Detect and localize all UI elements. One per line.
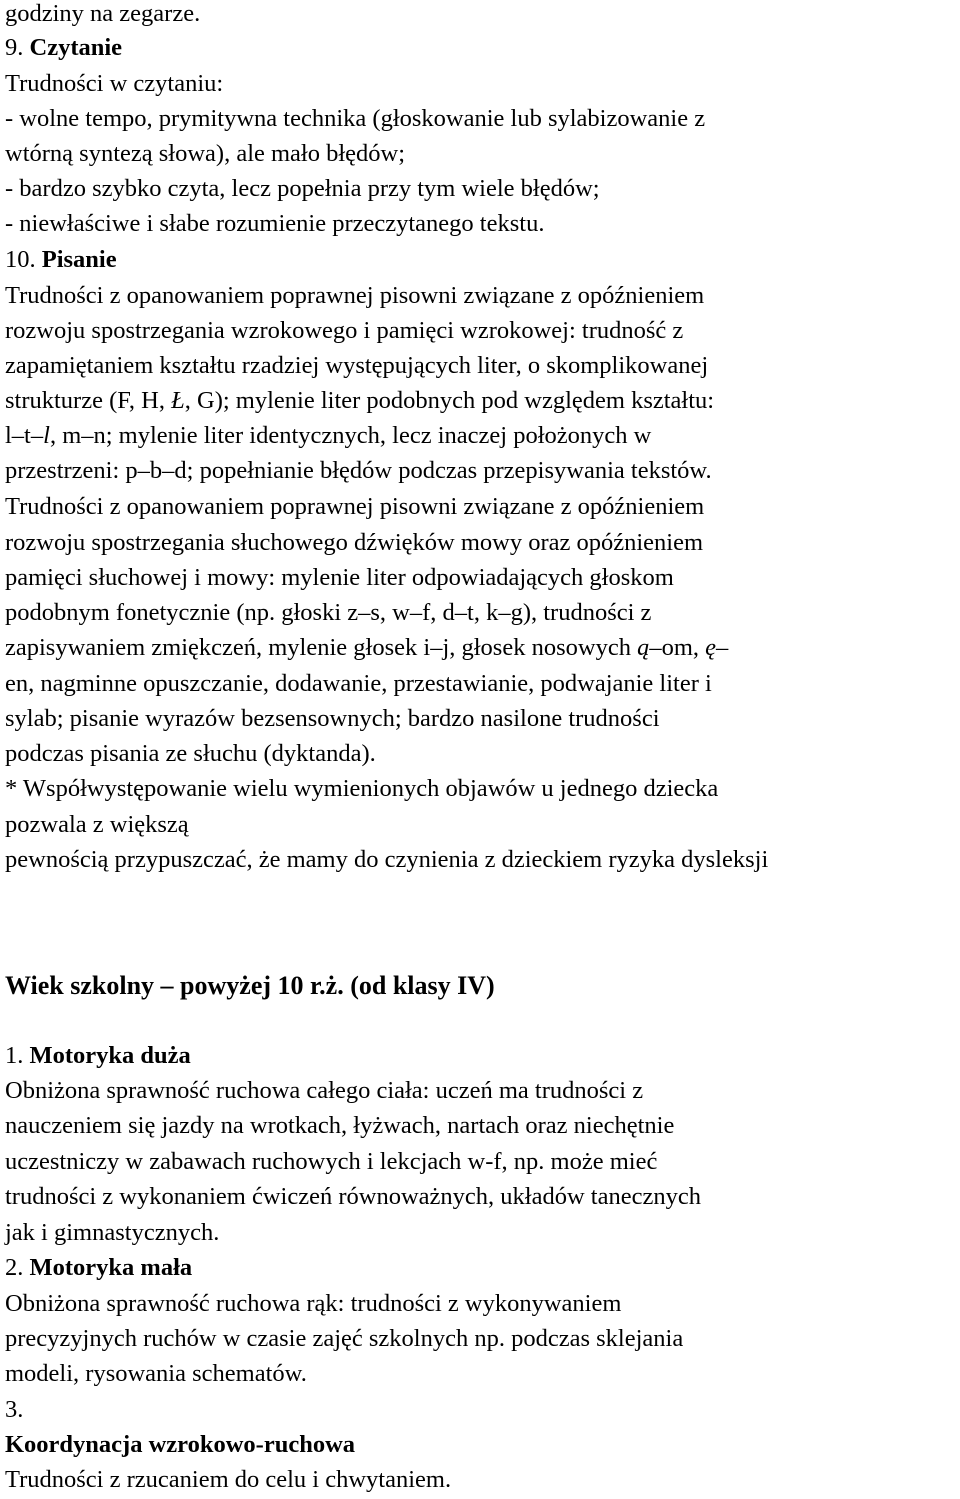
section-title: Koordynacja wzrokowo-ruchowa <box>5 1431 356 1458</box>
text-run: zapisywaniem zmiękczeń, mylenie głosek i–j, głosek nosowych <box>5 634 638 661</box>
text-line: Trudności z opanowaniem poprawnej pisowni związane z opóźnieniem <box>5 282 705 309</box>
section-10-heading <box>5 246 117 274</box>
section-title: Motoryka duża <box>29 1042 191 1069</box>
section-title: Pisanie <box>41 246 117 273</box>
subsection-2-heading <box>5 1254 192 1282</box>
text-line: uczestniczy w zabawach ruchowych i lekcjach w-f, np. może mieć <box>5 1148 658 1175</box>
text-line: jak i gimnastycznych. <box>5 1219 220 1246</box>
text-line <box>5 422 651 450</box>
text-line: wtórną syntezą słowa), ale mało błędów; <box>5 140 406 167</box>
text-line: podczas pisania ze słuchu (dyktanda). <box>5 740 376 767</box>
text-line: trudności z wykonaniem ćwiczeń równoważnych, układów tanecznych <box>5 1183 701 1210</box>
text-line: modeli, rysowania schematów. <box>5 1360 307 1387</box>
text-line <box>5 634 728 662</box>
text-line: - bardzo szybko czyta, lecz popełnia przy tym wiele błędów; <box>5 175 600 202</box>
text-line: Trudności w czytaniu: <box>5 70 224 97</box>
text-line: przestrzeni: p–b–d; popełnianie błędów podczas przepisywania tekstów. <box>5 457 712 484</box>
text-line: - wolne tempo, prymitywna technika (głoskowanie lub sylabizowanie z <box>5 105 706 132</box>
subsection-1-heading <box>5 1042 191 1070</box>
text-run: , G); mylenie liter podobnych pod względem kształtu: <box>184 387 715 414</box>
text-line: nauczeniem się jazdy na wrotkach, łyżwach, nartach oraz niechętnie <box>5 1112 675 1139</box>
text-line: zapamiętaniem kształtu rzadziej występujących liter, o skomplikowanej <box>5 352 709 379</box>
text-line: rozwoju spostrzegania wzrokowego i pamięci wzrokowej: trudność z <box>5 317 684 344</box>
text-line: pamięci słuchowej i mowy: mylenie liter odpowiadających głoskom <box>5 564 674 591</box>
section-number: 9. <box>5 34 30 61</box>
text-line: rozwoju spostrzegania słuchowego dźwięków mowy oraz opóźnieniem <box>5 529 704 556</box>
section-number: 2. <box>5 1254 30 1281</box>
text-line: - niewłaściwe i słabe rozumienie przeczytanego tekstu. <box>5 210 545 237</box>
text-line: sylab; pisanie wyrazów bezsensownych; bardzo nasilone trudności <box>5 705 660 732</box>
section-number: 1. <box>5 1042 30 1069</box>
section-title: Motoryka mała <box>29 1254 193 1281</box>
text-run: – <box>716 634 729 661</box>
italic-letter: ą <box>637 634 650 661</box>
section-number: 3. <box>5 1396 24 1423</box>
text-line: precyzyjnych ruchów w czasie zajęć szkolnych np. podczas sklejania <box>5 1325 684 1352</box>
text-line: Trudności z opanowaniem poprawnej pisowni związane z opóźnieniem <box>5 493 705 520</box>
text-line: * Współwystępowanie wielu wymienionych objawów u jednego dziecka <box>5 775 719 802</box>
italic-letter: ę <box>705 634 717 661</box>
text-line: Obniżona sprawność ruchowa całego ciała: uczeń ma trudności z <box>5 1077 644 1104</box>
text-line <box>5 387 714 415</box>
section-number: 10. <box>5 246 42 273</box>
italic-letter: l <box>43 422 50 449</box>
text-run: –om, <box>649 634 706 661</box>
italic-letter: Ł <box>171 387 185 414</box>
text-line: pozwala z większą <box>5 811 189 838</box>
text-line: Obniżona sprawność ruchowa rąk: trudności z wykonywaniem <box>5 1290 622 1317</box>
text-line: pewnością przypuszczać, że mamy do czynienia z dzieckiem ryzyka dysleksji <box>5 846 769 873</box>
text-run: , m–n; mylenie liter identycznych, lecz inaczej położonych w <box>49 422 652 449</box>
text-run: strukturze (F, H, <box>5 387 172 414</box>
text-line: godziny na zegarze. <box>5 0 201 27</box>
text-line: en, nagminne opuszczanie, dodawanie, przestawianie, podwajanie liter i <box>5 670 712 697</box>
text-run: l–t– <box>5 422 44 449</box>
text-line: Trudności z rzucaniem do celu i chwytaniem. <box>5 1466 452 1493</box>
section-title: Czytanie <box>29 34 123 61</box>
text-line: podobnym fonetycznie (np. głoski z–s, w–f, d–t, k–g), trudności z <box>5 599 652 626</box>
page-heading: Wiek szkolny – powyżej 10 r.ż. (od klasy IV) <box>5 971 495 1000</box>
section-9-heading <box>5 34 122 62</box>
